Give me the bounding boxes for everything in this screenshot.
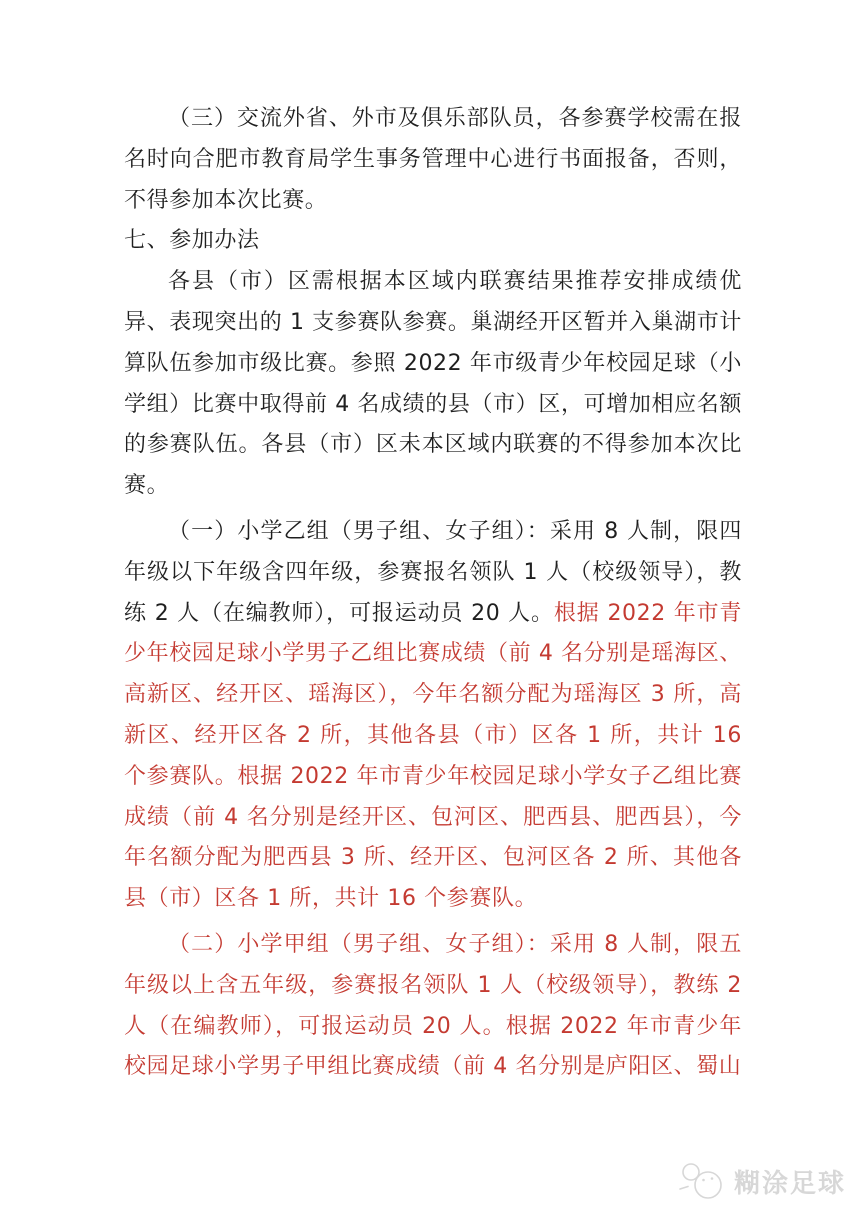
watermark (677, 1160, 846, 1202)
clause-3-text: （三）交流外省、外市及俱乐部队员，各参赛学校需在报名时向合肥市教育局学生事务管理中心进行书面报备，否则，不得参加本次比赛。 (124, 106, 742, 213)
section-7-heading (124, 221, 742, 262)
watermark-text: 糊涂足球 (733, 1168, 846, 1199)
paragraph-group-a (124, 925, 742, 1088)
section-7-heading-text: 七、参加办法 (124, 228, 260, 254)
participation-overview-text: 各县（市）区需根据本区域内联赛结果推荐安排成绩优异、表现突出的 1 支参赛队参赛。巢湖经开区暂并入巢湖市计算队伍参加市级比赛。参照 2022 年市级青少年校园足球（小学组）比赛中取得前 4 名成绩的县（市）区，可增加相应名额的参赛队伍。各县（市）区未本区域内联赛的不得参加本次比赛。 (124, 269, 742, 499)
group-b-rules-text: （一）小学乙组（男子组、女子组）：采用 8 人制，限四年级以下年级含四年级，参赛报名领队 1 人（校级领导），教练 2 人（在编教师），可报运动员 20 人。 (124, 518, 742, 626)
paragraph-group-b (124, 512, 742, 920)
paragraph-clause-3 (124, 99, 742, 221)
group-b-quota-text: 根据 2022 年市青少年校园足球小学男子乙组比赛成绩（前 4 名分别是瑶海区、高新区、经开区、瑶海区），今年名额分配为瑶海区 3 所，高新区、经开区各 2 所，其他各县（市）区各 1 所，共计 16 个参赛队。根据 2022 年市青少年校园足球小学女子乙组比赛成绩（前 4 名分别是经开区、包河区、肥西县、肥西县），今年名额分配为肥西县 3 所、经开区、包河区各 2 所、其他各县（市）区各 1 所，共计 16 个参赛队。 (124, 600, 743, 912)
group-a-rules-text: （二）小学甲组（男子组、女子组）：采用 8 人制，限五年级以上含五年级，参赛报名领队 1 人（校级领导），教练 2 人（在编教师），可报运动员 20 人。根据 2022 年市青少年校园足球小学男子甲组比赛成绩（前 4 名分别是庐阳区、蜀山 (124, 931, 742, 1080)
mascot-icon (677, 1160, 727, 1202)
document-body (124, 99, 742, 1088)
paragraph-participation-overview (124, 262, 742, 507)
